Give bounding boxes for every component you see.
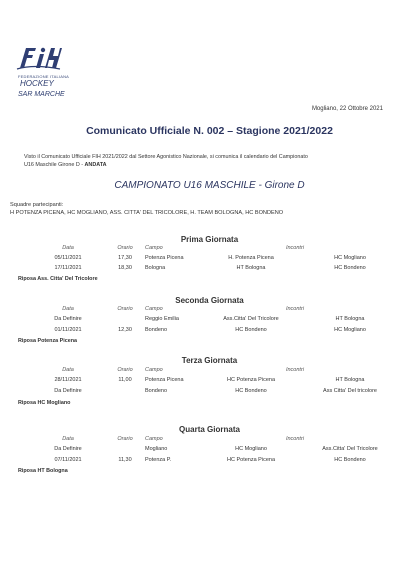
col-matches: Incontri	[285, 436, 305, 442]
match-home: HC Potenza Picena	[227, 377, 275, 383]
col-field: Campo	[145, 245, 163, 251]
col-matches: Incontri	[285, 306, 305, 312]
match-date: 28/11/2021	[54, 377, 82, 383]
col-field: Campo	[145, 306, 163, 312]
match-row	[0, 255, 419, 263]
match-field: Mogliano	[145, 446, 168, 452]
match-date: 07/11/2021	[54, 457, 82, 463]
round-header	[0, 367, 419, 375]
match-time: 18,30	[118, 265, 132, 271]
match-away: HT Bologna	[335, 377, 365, 383]
round-header	[0, 436, 419, 444]
teams-list: H POTENZA PICENA, HC MOGLIANO, ASS. CITTA' DEL TRICOLORE, H. TEAM BOLOGNA, HC BONDENO	[10, 210, 284, 216]
match-date: Da Definire	[54, 388, 82, 394]
match-date: 01/11/2021	[54, 327, 82, 333]
match-date: 17/11/2021	[54, 265, 82, 271]
match-away: Ass.Citta' Del Tricolore	[322, 446, 378, 452]
match-row	[0, 388, 419, 396]
teams-label: Squadre partecipanti:	[10, 202, 64, 208]
col-field: Campo	[145, 436, 163, 442]
col-date: Data	[62, 306, 74, 312]
fih-logo	[14, 42, 84, 98]
col-date: Data	[62, 367, 74, 373]
match-field: Bondeno	[145, 388, 168, 394]
round-header	[0, 245, 419, 253]
intro-line-2	[24, 161, 399, 169]
match-field: Potenza Picena	[145, 255, 184, 261]
match-field: Potenza P.	[145, 457, 172, 463]
championship-title: CAMPIONATO U16 MASCHILE - Girone D	[114, 180, 305, 191]
match-home: Ass.Citta' Del Tricolore	[223, 316, 279, 322]
match-away: HC Mogliano	[334, 327, 366, 333]
match-date: Da Definire	[54, 446, 82, 452]
match-field: Bondeno	[145, 327, 168, 333]
col-date: Data	[62, 245, 74, 251]
match-row	[0, 327, 419, 335]
match-time: 17,30	[118, 255, 132, 261]
match-field: Reggio Emilia	[145, 316, 179, 322]
rest-note: Riposa Potenza Picena	[18, 338, 78, 344]
match-away: HC Mogliano	[334, 255, 366, 261]
intro-line-1: Visto il Comunicato Ufficiale FIH 2021/2022 dal Settore Agonistico Nazionale, si comunica il calendario del Campionato	[24, 154, 308, 160]
document-date: Mogliano, 22 Ottobre 2021	[311, 106, 383, 112]
match-field: Bologna	[145, 265, 166, 271]
intro-text	[24, 153, 399, 169]
match-row	[0, 265, 419, 273]
match-home: H. Potenza Picena	[228, 255, 274, 261]
intro-line-2-bold: ANDATA	[84, 162, 107, 168]
match-away: HC Bondeno	[334, 265, 366, 271]
match-time: 11,00	[118, 377, 132, 383]
match-home: HC Bondeno	[235, 327, 267, 333]
match-home: HC Mogliano	[235, 446, 267, 452]
match-row	[0, 316, 419, 324]
round-title: Terza Giornata	[181, 356, 238, 365]
col-matches: Incontri	[285, 245, 305, 251]
rest-note: Riposa Ass. Citta' Del Tricolore	[18, 276, 98, 282]
match-row	[0, 457, 419, 465]
match-away: HT Bologna	[335, 316, 365, 322]
col-time: Orario	[117, 436, 133, 442]
match-home: HC Potenza Picena	[227, 457, 275, 463]
match-row	[0, 377, 419, 385]
match-time: 12,30	[118, 327, 132, 333]
match-field: Potenza Picena	[145, 377, 184, 383]
col-time: Orario	[117, 306, 133, 312]
round-title: Quarta Giornata	[179, 425, 240, 434]
match-date: 05/11/2021	[54, 255, 82, 261]
rest-note: Riposa HT Bologna	[18, 468, 68, 474]
col-field: Campo	[145, 367, 163, 373]
col-time: Orario	[117, 245, 133, 251]
hockey-text: HOCKEY	[20, 79, 54, 88]
match-row	[0, 446, 419, 454]
round-title: Prima Giornata	[180, 235, 239, 244]
match-home: HC Bondeno	[235, 388, 267, 394]
round-title: Seconda Giornata	[175, 296, 244, 305]
col-date: Data	[62, 436, 74, 442]
rest-note: Riposa HC Mogliano	[18, 400, 71, 406]
match-date: Da Definire	[54, 316, 82, 322]
federation-text: FEDERAZIONE ITALIANA	[18, 74, 70, 79]
match-away: HC Bondeno	[334, 457, 366, 463]
round-header	[0, 306, 419, 314]
col-matches: Incontri	[285, 367, 305, 373]
col-time: Orario	[117, 367, 133, 373]
match-home: HT Bologna	[236, 265, 266, 271]
intro-line-2-prefix: U16 Maschile Girone D -	[24, 162, 85, 168]
region-text: SAR MARCHE	[18, 91, 65, 98]
document-title: Comunicato Ufficiale N. 002 – Stagione 2021/2022	[86, 125, 333, 137]
fih-logo-icon	[14, 42, 62, 72]
match-away: Ass Citta' Del tricolore	[323, 388, 377, 394]
match-time: 11,30	[118, 457, 132, 463]
